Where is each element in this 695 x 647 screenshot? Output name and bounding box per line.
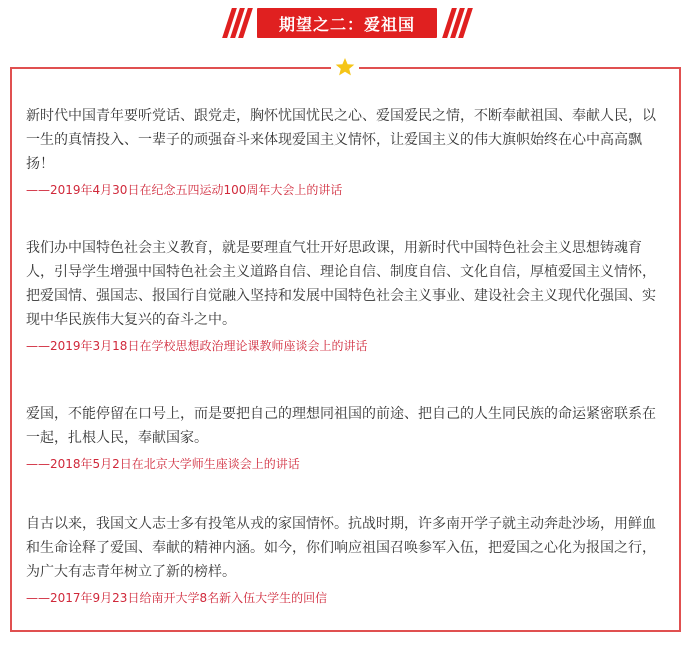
quote-source: ——2018年5月2日在北京大学师生座谈会上的讲话 xyxy=(26,457,300,471)
quote-block xyxy=(26,104,666,200)
decorative-stripes-right xyxy=(448,8,470,38)
quote-source: ——2019年3月18日在学校思想政治理论课教师座谈会上的讲话 xyxy=(26,339,368,353)
section-header xyxy=(0,0,695,50)
quote-text: 自古以来，我国文人志士多有投笔从戎的家国情怀。抗战时期，许多南开学子就主动奔赴沙场，用鲜血和生命诠释了爱国、奉献的精神内涵。如今，你们响应祖国召唤参军入伍，把爱国之心化为报国之行，为广大有志青年树立了新的榜样。 xyxy=(26,516,656,580)
decorative-stripes-left xyxy=(225,8,247,38)
quote-text: 新时代中国青年要听党话、跟党走，胸怀忧国忧民之心、爱国爱民之情，不断奉献祖国、奉献人民，以一生的真情投入、一辈子的顽强奋斗来体现爱国主义情怀，让爱国主义的伟大旗帜始终在心中高高飘扬！ xyxy=(26,108,656,172)
quote-text: 爱国，不能停留在口号上，而是要把自己的理想同祖国的前途、把自己的人生同民族的命运紧密联系在一起，扎根人民，奉献国家。 xyxy=(26,406,656,446)
quote-block xyxy=(26,236,666,356)
quote-block xyxy=(26,512,666,608)
title-banner xyxy=(257,8,437,38)
star-icon xyxy=(331,56,359,78)
section-title: 期望之二：爱祖国 xyxy=(278,14,415,34)
quote-source: ——2019年4月30日在纪念五四运动100周年大会上的讲话 xyxy=(26,183,343,197)
quote-text: 我们办中国特色社会主义教育，就是要理直气壮开好思政课，用新时代中国特色社会主义思想铸魂育人，引导学生增强中国特色社会主义道路自信、理论自信、制度自信、文化自信，厚植爱国主义情怀，把爱国情、强国志、报国行自觉融入坚持和发展中国特色社会主义事业、建设社会主义现代化强国、实现中华民族伟大复兴的奋斗之中。 xyxy=(26,240,656,328)
quote-block xyxy=(26,402,666,474)
quote-source: ——2017年9月23日给南开大学8名新入伍大学生的回信 xyxy=(26,591,328,605)
